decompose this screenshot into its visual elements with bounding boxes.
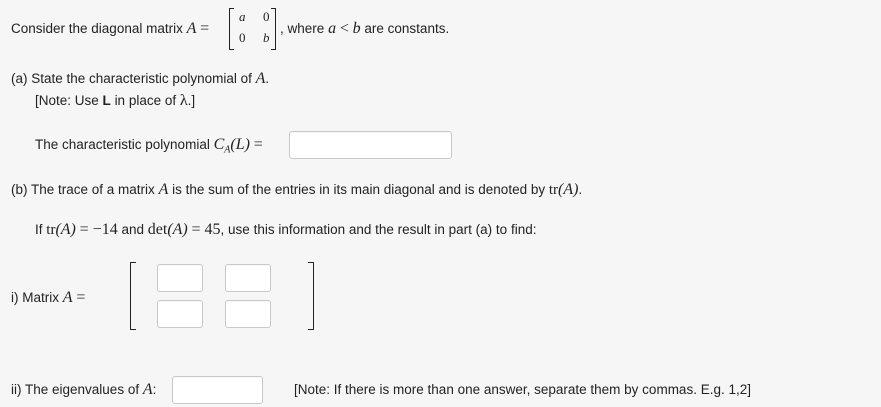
intro-line [11, 18, 209, 40]
characteristic-polynomial-input[interactable] [289, 131, 452, 159]
matrix-cell-22[interactable] [225, 300, 271, 328]
matrix-cell-21[interactable] [157, 300, 203, 328]
intro-matrix-entry-12: 0 [263, 9, 270, 24]
part-a-question-text: (a) State the characteristic polynomial of [11, 71, 252, 86]
part-a-question [11, 69, 269, 89]
part-b-tr-arg: (A) [558, 181, 579, 198]
part-b-text2: is the sum of the entries in its main diagonal and is denoted by [172, 182, 546, 197]
part-a-label [35, 134, 263, 162]
intro-suffix [280, 18, 449, 40]
part-b-cond-det-arg: (A) [167, 221, 188, 238]
part-ii-note: [Note: If there is more than one answer, separate them by commas. E.g. 1,2] [294, 382, 751, 397]
intro-comma: , [280, 21, 284, 36]
part-a-label-sub: A [224, 144, 231, 156]
intro-matrix-entry-22: b [263, 30, 270, 45]
part-b-period: . [578, 182, 583, 197]
part-ii-colon: : [152, 382, 157, 397]
intro-lt: < [339, 20, 349, 37]
part-b-tr: tr [548, 182, 559, 198]
part-a-note-bold: L [102, 93, 111, 108]
part-a-note-end: .] [187, 93, 196, 108]
intro-matrix-entry-11: a [239, 9, 246, 24]
matrix-right-bracket [308, 262, 314, 330]
part-a-question-end: . [265, 71, 270, 86]
part-i-label-text: i) Matrix [11, 290, 59, 305]
intro-matrix-entry-21: 0 [239, 30, 246, 45]
matrix-left-bracket [130, 262, 136, 330]
part-b-cond-eq1: = −14 [79, 221, 118, 238]
part-i-eq: = [76, 289, 86, 306]
part-b-cond-tr: tr [46, 222, 56, 238]
matrix-cell-11[interactable] [157, 264, 203, 292]
part-b-and: and [121, 222, 144, 237]
part-a-note [35, 91, 195, 111]
intro-var-a: a [328, 20, 337, 37]
intro-var-b: b [352, 20, 361, 37]
intro-matrix-name: A [186, 20, 197, 37]
eigenvalues-input[interactable] [172, 376, 263, 404]
intro-constants: are constants. [364, 21, 450, 36]
part-a-label-eq: = [253, 136, 263, 153]
matrix-cell-12[interactable] [225, 264, 271, 292]
part-ii-var: A [142, 381, 153, 398]
part-a-question-var: A [255, 70, 266, 87]
part-i-var: A [62, 289, 73, 306]
intro-matrix-right-bracket [271, 8, 276, 50]
part-ii-label-text: ii) The eigenvalues of [11, 382, 140, 397]
part-ii-label [11, 379, 156, 401]
part-b-var-A: A [158, 181, 169, 198]
intro-matrix-left-bracket [229, 8, 234, 50]
part-i-label [11, 287, 85, 309]
part-b-statement [11, 179, 582, 201]
intro-where: where [287, 21, 325, 36]
intro-matrix [229, 6, 279, 50]
part-a-label-prefix: The characteristic polynomial [35, 137, 210, 152]
intro-equals: = [200, 20, 210, 37]
part-b-cond-eq2: = 45 [191, 221, 221, 238]
part-b-cond-tr-arg: (A) [55, 221, 76, 238]
part-a-note-middle: in place of [114, 93, 177, 108]
part-b-rest: , use this information and the result in part (a) to find: [220, 222, 537, 237]
part-a-label-C: C [213, 136, 225, 153]
part-b-text1: (b) The trace of a matrix [11, 182, 155, 197]
part-b-cond-det: det [147, 221, 168, 238]
part-b-if: If [35, 222, 43, 237]
part-a-label-arg: (L) [230, 136, 250, 153]
part-a-note-prefix: [Note: Use [35, 93, 99, 108]
part-b-condition [35, 219, 536, 241]
intro-prefix: Consider the diagonal matrix [11, 21, 183, 36]
matrix-input-grid [128, 260, 318, 330]
part-a-note-lambda: λ [179, 92, 188, 109]
